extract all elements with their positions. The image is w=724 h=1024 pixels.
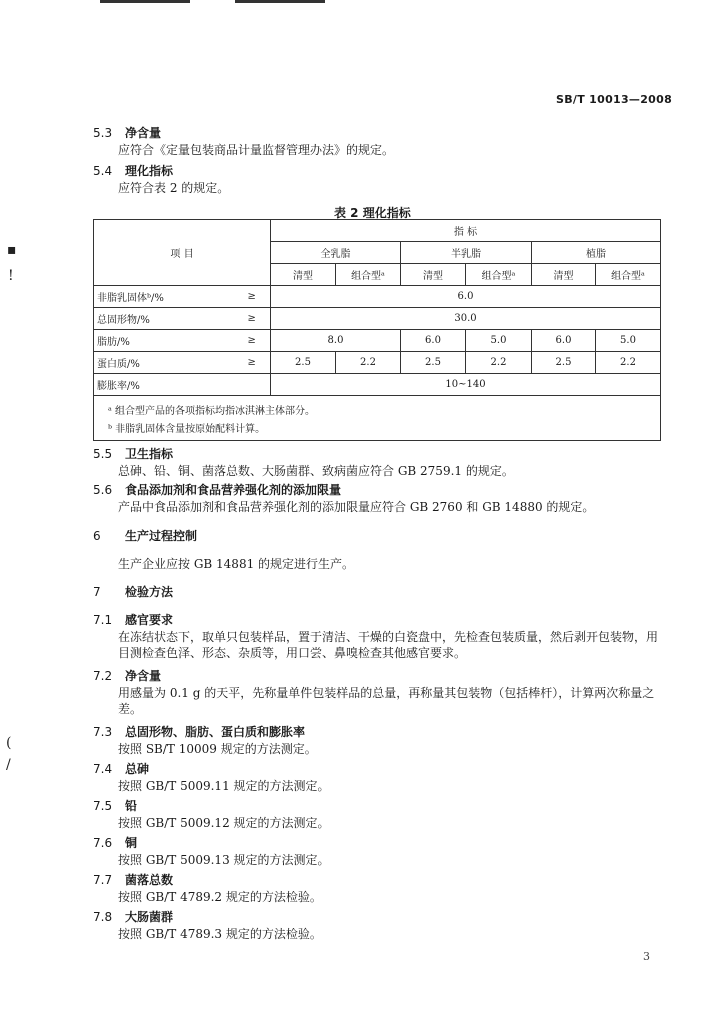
ge-sign: ≥ [234,352,271,374]
section-number: 5.4 [93,164,113,178]
scan-artifact-top [100,0,190,3]
section-title: 检验方法 [125,585,174,599]
table-row [94,308,661,330]
section-title: 生产过程控制 [125,529,198,543]
section-heading [93,481,341,498]
scan-mark-left: ( [6,735,12,751]
section-heading [93,162,173,179]
section-heading [93,611,173,628]
section-number: 5.3 [93,126,113,140]
table-row [94,286,661,308]
header-sub: 组合型ᵃ [466,264,532,286]
section-number: 7.4 [93,762,113,776]
table-cell: 6.0 [271,286,661,308]
paragraph: 按照 GB/T 4789.2 规定的方法检验。 [118,890,322,904]
section-heading [93,834,137,851]
section-title: 铜 [125,836,138,850]
section-number: 7.3 [93,725,113,739]
standard-code: SB/T 10013—2008 [556,93,673,106]
section-title: 大肠菌群 [125,910,174,924]
paragraph: 用感量为 0.1 g 的天平，先称量单件包装样品的总量，再称量其包装物（包括棒杆），计算两次称量之差。 [118,686,655,716]
section-number: 5.6 [93,483,113,497]
table-note: ᵇ 非脂乳固体含量按原始配料计算。 [94,418,661,441]
section-number: 7.8 [93,910,113,924]
section-number: 5.5 [93,447,113,461]
row-label: 总固形物/% [94,308,234,330]
section-heading [93,871,173,888]
section-heading [93,760,149,777]
section-title: 总砷 [125,762,150,776]
section-title: 净含量 [125,669,162,683]
header-sub: 清型 [401,264,466,286]
section-title: 菌落总数 [125,873,174,887]
section-number: 7.2 [93,669,113,683]
paragraph: 应符合表 2 的规定。 [118,181,230,195]
section-number: 7.5 [93,799,113,813]
paragraph: 应符合《定量包装商品计量监督管理办法》的规定。 [118,143,395,157]
header-item: 项 目 [94,220,271,286]
section-title: 卫生指标 [125,447,174,461]
paragraph: 按照 SB/T 10009 规定的方法测定。 [118,742,317,756]
row-label: 脂肪/% [94,330,234,352]
table-cell: 10~140 [271,374,661,396]
section-number: 6 [93,529,101,543]
table-cell: 5.0 [466,330,532,352]
table-row [94,352,661,374]
header-indicator: 指 标 [271,220,661,242]
ge-sign [234,374,271,396]
scan-mark-left: / [6,757,11,773]
section-number: 7 [93,585,101,599]
table-caption: 表 2 理化指标 [334,206,411,220]
paragraph: 生产企业应按 GB 14881 的规定进行生产。 [118,557,355,571]
header-group: 全乳脂 [271,242,401,264]
table-cell: 2.5 [271,352,336,374]
table-note: ᵃ 组合型产品的各项指标均指冰淇淋主体部分。 [94,396,661,419]
page-number: 3 [643,950,650,963]
header-sub: 组合型ᵃ [336,264,401,286]
row-label: 蛋白质/% [94,352,234,374]
table-physicochemical [93,219,661,441]
ge-sign: ≥ [234,286,271,308]
table-cell: 5.0 [596,330,661,352]
header-sub: 清型 [532,264,596,286]
section-title: 净含量 [125,126,162,140]
section-number: 7.7 [93,873,113,887]
section-number: 7.6 [93,836,113,850]
section-title: 食品添加剂和食品营养强化剂的添加限量 [125,483,342,497]
scan-artifact-top [235,0,325,3]
table-cell: 2.5 [532,352,596,374]
paragraph: 按照 GB/T 4789.3 规定的方法检验。 [118,927,322,941]
section-title: 总固形物、脂肪、蛋白质和膨胀率 [125,725,306,739]
section-heading [93,527,197,544]
header-sub: 清型 [271,264,336,286]
header-sub: 组合型ᵃ [596,264,661,286]
table-cell: 2.2 [596,352,661,374]
section-title: 铅 [125,799,138,813]
header-group: 植脂 [532,242,661,264]
section-number: 7.1 [93,613,113,627]
table-cell: 30.0 [271,308,661,330]
section-title: 感官要求 [125,613,174,627]
row-label: 非脂乳固体ᵇ/% [94,286,234,308]
table-row [94,330,661,352]
row-label: 膨胀率/% [94,374,234,396]
section-heading [93,583,173,600]
ge-sign: ≥ [234,308,271,330]
paragraph: 产品中食品添加剂和食品营养强化剂的添加限量应符合 GB 2760 和 GB 14880 的规定。 [118,500,595,514]
section-heading [93,908,173,925]
table-cell: 2.5 [401,352,466,374]
paragraph: 在冻结状态下，取单只包装样品，置于清洁、干燥的白瓷盘中，先检查包装质量，然后剥开包装物，用目测检查色泽、形态、杂质等，用口尝、鼻嗅检查其他感官要求。 [118,630,659,660]
section-heading [93,723,305,740]
paragraph: 按照 GB/T 5009.13 规定的方法测定。 [118,853,330,867]
section-title: 理化指标 [125,164,174,178]
section-heading [93,797,137,814]
table-cell: 6.0 [532,330,596,352]
table-cell: 8.0 [271,330,401,352]
scan-mark-left: ! [8,268,14,284]
table-row [94,374,661,396]
section-heading [93,667,161,684]
table-cell: 2.2 [466,352,532,374]
section-heading [93,445,173,462]
paragraph: 按照 GB/T 5009.11 规定的方法测定。 [118,779,330,793]
scan-mark-left: ▪ [7,242,17,258]
paragraph: 总砷、铅、铜、菌落总数、大肠菌群、致病菌应符合 GB 2759.1 的规定。 [118,464,514,478]
table-cell: 2.2 [336,352,401,374]
table-cell: 6.0 [401,330,466,352]
header-group: 半乳脂 [401,242,532,264]
section-heading [93,124,161,141]
paragraph: 按照 GB/T 5009.12 规定的方法测定。 [118,816,330,830]
ge-sign: ≥ [234,330,271,352]
